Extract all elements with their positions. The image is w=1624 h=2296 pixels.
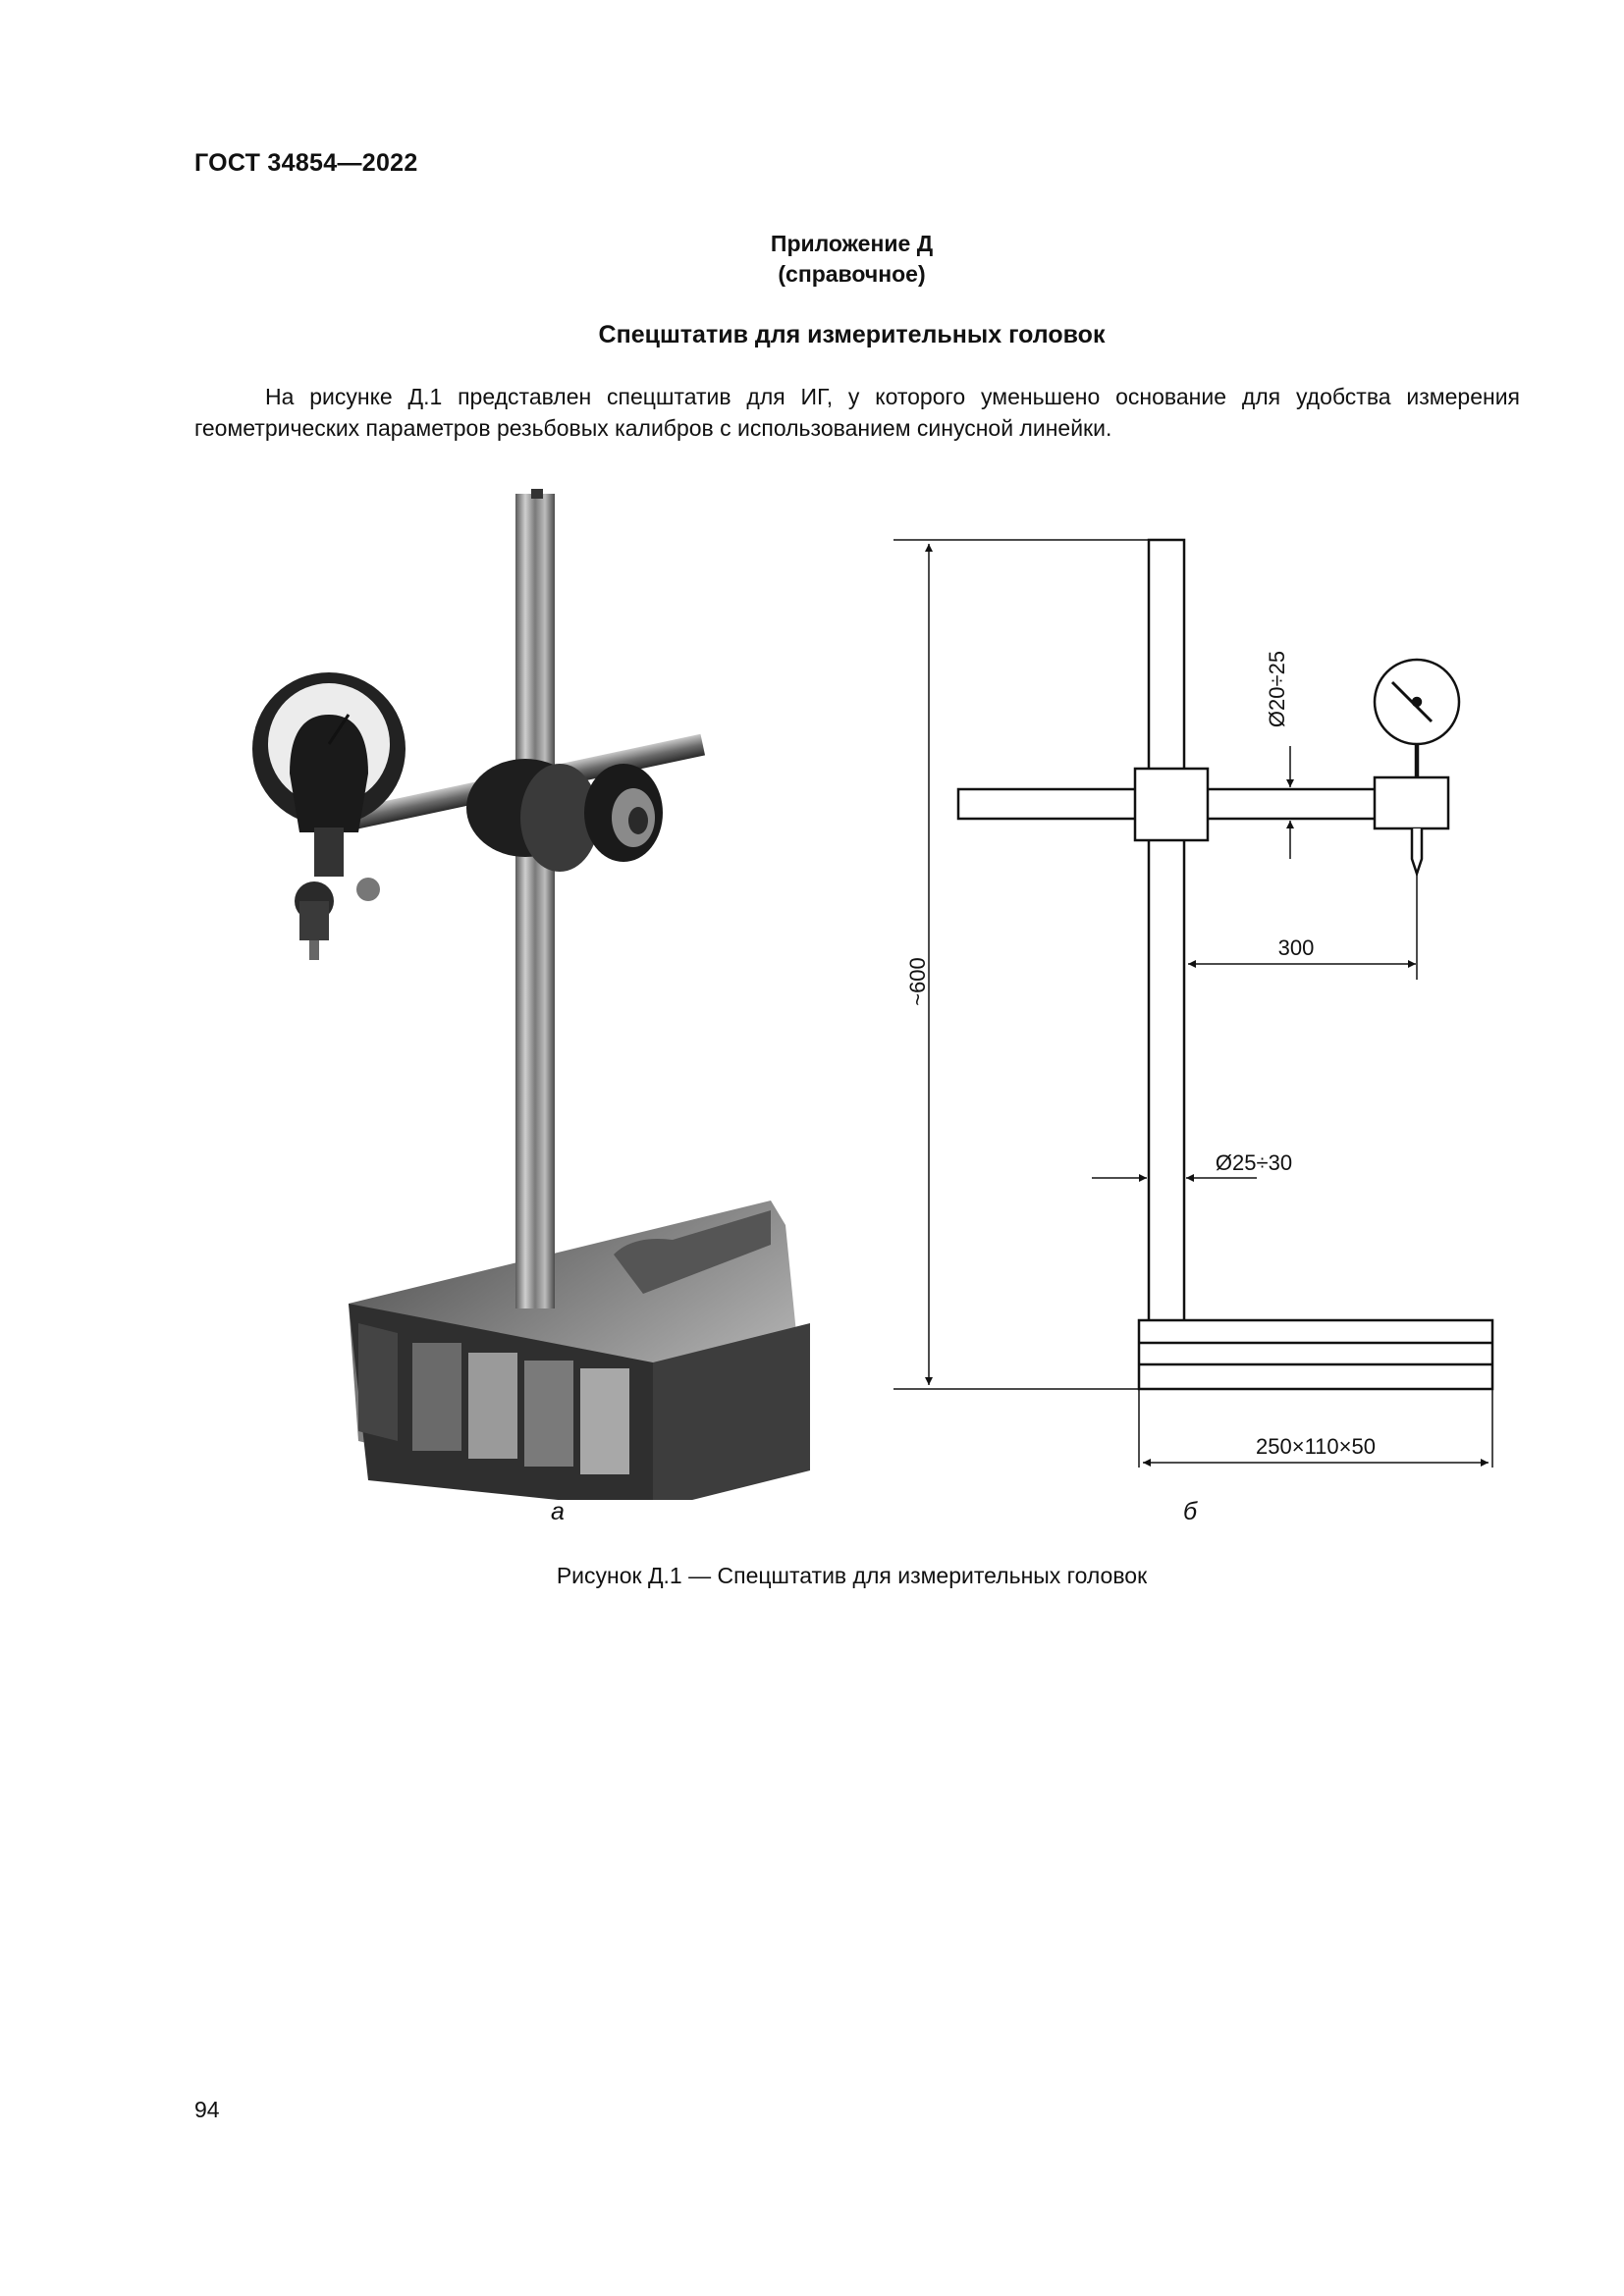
clamp xyxy=(466,759,663,872)
page-number: 94 xyxy=(194,2097,220,2122)
appendix-title: Приложение Д xyxy=(770,231,934,256)
drawing-column xyxy=(1149,540,1184,1340)
appendix-heading xyxy=(0,229,1624,290)
base-block xyxy=(349,1201,810,1500)
drawing-base xyxy=(1139,1320,1492,1389)
figure-label-a: а xyxy=(551,1498,565,1525)
appendix-subtitle: (справочное) xyxy=(778,261,926,287)
figure-caption: Рисунок Д.1 — Спецштатив для измерительных головок xyxy=(556,1563,1148,1588)
dim-column-diameter: Ø25÷30 xyxy=(1215,1150,1293,1175)
stand-photo xyxy=(221,479,830,1500)
dim-reach: 300 xyxy=(1277,935,1315,960)
drawing-holder xyxy=(1375,777,1448,828)
section-title: Спецштатив для измерительных головок xyxy=(598,321,1106,348)
figure-label-b: б xyxy=(1183,1498,1198,1525)
column xyxy=(515,494,555,1308)
dim-height: ~600 xyxy=(905,957,930,1006)
dim-base-size: 250×110×50 xyxy=(1256,1434,1376,1459)
document-code: ГОСТ 34854—2022 xyxy=(194,149,418,177)
stand-drawing xyxy=(864,520,1532,1482)
dim-arm-diameter: Ø20÷25 xyxy=(1265,650,1289,728)
intro-paragraph: На рисунке Д.1 представлен спецштатив для ИГ, у которого уменьшено основание для удобства измерения геометрических параметров резьбовых калибров с использованием синусной линейки. xyxy=(194,384,1520,441)
drawing-clamp xyxy=(1135,769,1208,840)
